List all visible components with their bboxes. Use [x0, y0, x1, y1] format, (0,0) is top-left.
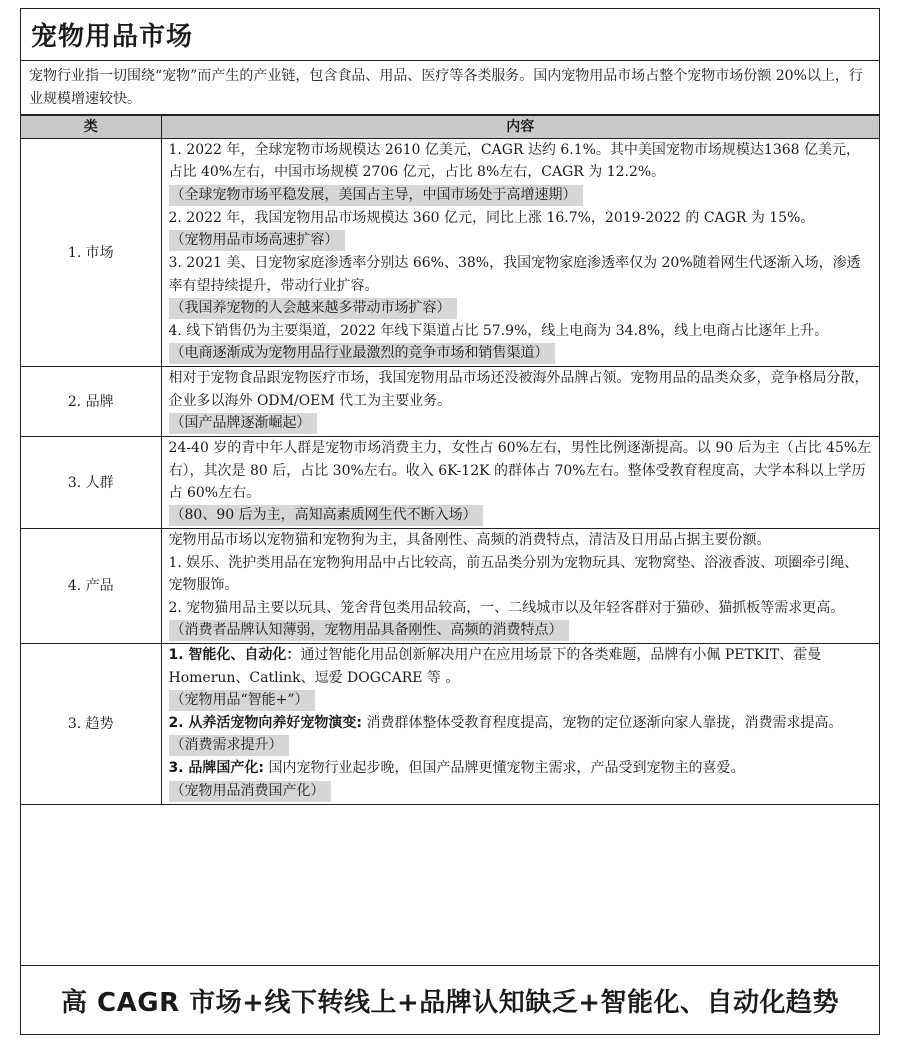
content-line — [169, 597, 873, 619]
content-line — [169, 367, 873, 412]
highlight-text: （消费者品牌认知薄弱，宠物用品具备刚性、高频的消费特点） — [169, 620, 569, 641]
table-row — [21, 437, 879, 529]
line-text: 2. 2022 年，我国宠物用品市场规模达 360 亿元，同比上涨 16.7%，2019-2022 的 CAGR 为 15%。 — [168, 209, 815, 226]
highlight-text: （80、90 后为主，高知高素质网生代不断入场） — [169, 505, 483, 526]
row-category: 2. 品牌 — [21, 367, 161, 437]
line-heading: 3. 品牌国产化: — [168, 760, 265, 777]
row-category: 3. 趋势 — [21, 644, 161, 805]
highlight-text: （宠物用品消费国产化） — [169, 781, 331, 802]
table-row — [21, 644, 879, 805]
table-row — [21, 529, 879, 644]
line-text: 3. 2021 美、日宠物家庭渗透率分别达 66%、38%，我国宠物家庭渗透率仅为 20%随着网生代逐渐入场，渗透率有望持续提升，带动行业扩容。 — [168, 255, 861, 294]
content-line — [169, 207, 873, 229]
highlight-text: （全球宠物市场平稳发展，美国占主导，中国市场处于高增速期） — [169, 185, 583, 206]
content-line — [169, 320, 873, 342]
highlight-summary — [169, 689, 873, 712]
row-category: 4. 产品 — [21, 529, 161, 644]
content-line — [169, 712, 873, 734]
highlight-summary — [169, 412, 873, 435]
line-text: 相对于宠物食品跟宠物医疗市场，我国宠物用品市场还没被海外品牌占领。宠物用品的品类众多，竞争格局分散，企业多以海外 ODM/OEM 代工为主要业务。 — [168, 370, 869, 409]
line-text: 宠物用品市场以宠物猫和宠物狗为主，具备刚性、高频的消费特点，清洁及日用品占据主要份额。 — [168, 532, 771, 549]
highlight-summary — [169, 734, 873, 757]
highlight-text: （电商逐渐成为宠物用品行业最激烈的竞争市场和销售渠道） — [169, 343, 555, 364]
line-text: 2. 宠物猫用品主要以玩具、笼舍背包类用品较高，一、二线城市以及年轻客群对于猫砂、猫抓板等需求更高。 — [168, 599, 845, 616]
highlight-summary — [169, 780, 873, 803]
content-line — [169, 552, 873, 597]
table-header-row — [21, 116, 879, 139]
row-content — [161, 367, 879, 437]
table-row — [21, 139, 879, 367]
highlight-summary — [169, 504, 873, 527]
line-text: 24-40 岁的青中年人群是宠物市场消费主力，女性占 60%左右，男性比例逐渐提高。以 90 后为主（占比 45%左右），其次是 80 后，占比 30%左右。收入 6K-12K 的群体占 70%左右。整体受教育程度高，大学本科以上学历占 60%左右。 — [168, 440, 872, 502]
row-category: 1. 市场 — [21, 139, 161, 367]
content-line — [169, 437, 873, 504]
table-row — [21, 367, 879, 437]
row-content — [161, 529, 879, 644]
line-text: 国内宠物行业起步晚，但国产品牌更懂宠物主需求，产品受到宠物主的喜爱。 — [264, 760, 745, 777]
line-text: 4. 线下销售仍为主要渠道，2022 年线下渠道占比 57.9%，线上电商为 34.8%，线上电商占比逐年上升。 — [168, 323, 829, 340]
line-text: 1. 2022 年，全球宠物市场规模达 2610 亿美元，CAGR 达约 6.1%。其中美国宠物市场规模达1368 亿美元，占比 40%左右，中国市场规模 2706 亿元，占比 8%左右，CAGR 为 12.2%。 — [168, 142, 861, 181]
highlight-summary — [169, 229, 873, 252]
highlight-text: （国产品牌逐渐崛起） — [169, 413, 317, 434]
document-page — [20, 8, 880, 1035]
highlight-text: （宠物用品“智能+”） — [169, 690, 315, 711]
line-text: 通过智能化用品创新解决用户在应用场景下的各类难题，品牌有小佩 PETKIT、霍曼 Homerun、Catlink、逗爱 DOGCARE 等 。 — [168, 647, 822, 686]
content-line — [169, 757, 873, 779]
highlight-text: （宠物用品市场高速扩容） — [169, 230, 345, 251]
highlight-summary — [169, 342, 873, 365]
line-text: 消费群体整体受教育程度提高，宠物的定位逐渐向家人靠拢，消费需求提高。 — [362, 714, 843, 731]
line-text: 1. 娱乐、洗护类用品在宠物狗用品中占比较高，前五品类分别为宠物玩具、宠物窝垫、浴液香波、项圈牵引绳、宠物服饰。 — [168, 554, 859, 594]
highlight-text: （消费需求提升） — [169, 735, 289, 756]
row-content — [161, 437, 879, 529]
highlight-summary — [169, 184, 873, 207]
content-line — [169, 252, 873, 297]
summary-footer: 高 CAGR 市场+线下转线上+品牌认知缺乏+智能化、自动化趋势 — [21, 965, 879, 1034]
highlight-text: （我国养宠物的人会越来越多带动市场扩容） — [169, 298, 457, 319]
row-content — [161, 139, 879, 367]
highlight-summary — [169, 619, 873, 642]
line-heading: 2. 从养活宠物向养好宠物演变: — [168, 714, 363, 731]
analysis-table — [21, 115, 879, 805]
header-content: 内容 — [161, 116, 879, 139]
row-content — [161, 644, 879, 805]
highlight-summary — [169, 297, 873, 320]
content-line — [169, 644, 873, 689]
header-category: 类 — [21, 116, 161, 139]
intro-paragraph: 宠物行业指一切围绕“宠物”而产生的产业链，包含食品、用品、医疗等各类服务。国内宠物用品市场占整个宠物市场份额 20%以上，行业规模增速较快。 — [21, 61, 879, 115]
page-title: 宠物用品市场 — [21, 9, 879, 61]
line-heading: 1. 智能化、自动化： — [168, 647, 301, 664]
content-line — [169, 529, 873, 551]
content-line — [169, 139, 873, 184]
row-category: 3. 人群 — [21, 437, 161, 529]
